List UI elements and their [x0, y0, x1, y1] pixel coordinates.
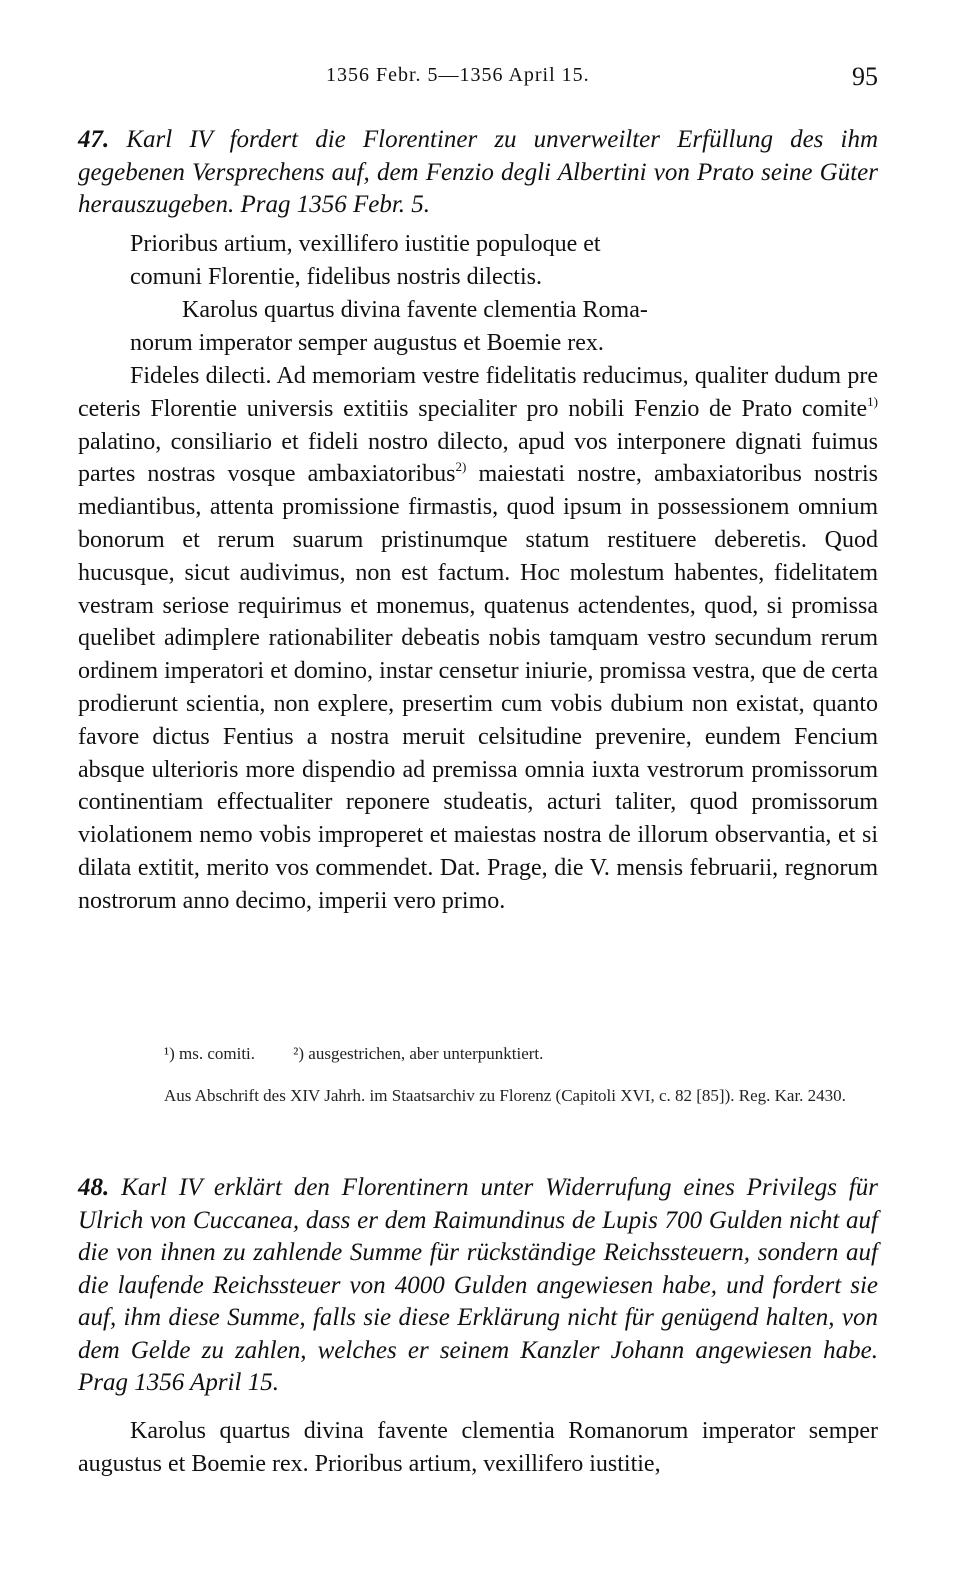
body-part-1: Fideles dilecti. Ad memoriam vestre fidelitatis reducimus, qualiter dudum pre ceteris Florentie universis extitiis specialiter pro nobili Fenzio de Prato comite	[78, 363, 878, 422]
body-part-3: maiestati nostre, ambaxiatoribus nostris mediantibus, attenta promissione firmastis, quod ipsum in possessionem omnium bonorum et rerum suarum pristinumque statum restituere deberetis. Quod hucusque, sicut audivimus, non est factum. Hoc molestum habentes, fidelitatem vestram seriose requirimus et monemus, quatenus actendentes, quod, si promissa quelibet adimplere rationabiliter debeatis nobis tamquam vestro secundum rerum ordinem imperatori et domino, instar censetur iniurie, promissa vestra, que de certa prodierunt scientia, non explere, presertim cum vobis dubium non existat, quanto favore dictus Fentius a nostra meruit celsitudine prevenire, eundem Fencium absque ulterioris more dispendio ad premissa omnia iuxta vestrorum promissorum continentiam effectualiter reponere studeatis, acturi taliter, quod promissorum violationem nemo vobis improperet et maiestas nostra de illorum observantia, et si dilata extitit, merito vos commendet. Dat. Prage, die V. mensis februarii, regnorum nostrorum anno decimo, imperii vero primo.	[78, 461, 878, 914]
page-number: 95	[852, 62, 878, 91]
document-47-body	[78, 360, 878, 918]
body-part-2: palatino, consiliario et fideli nostro dilecto, apud vos interponere dignati fuimus partes nostras vosque ambaxiatoribus	[78, 428, 878, 488]
intitulatio-line-1: Karolus quartus divina favente clementia Roma-	[182, 297, 648, 323]
footnote-marker-2: 2)	[455, 459, 467, 475]
document-47-intitulatio	[130, 294, 822, 360]
document-47-address	[130, 228, 601, 294]
document-47-heading	[78, 124, 878, 222]
address-line-2: comuni Florentie, fidelibus nostris dilectis.	[130, 264, 542, 290]
footnote-marker-1: 1)	[867, 393, 878, 409]
document-48-opening-text: Karolus quartus divina favente clementia Romanorum imperator semper augustus et Boemie rex. Prioribus artium, vexillifero iustitie,	[78, 1418, 878, 1477]
footnotes	[164, 1044, 577, 1064]
document-48-heading	[78, 1172, 878, 1400]
document-47-number: 47.	[78, 126, 110, 153]
footnote-1: ¹) ms. comiti.	[164, 1044, 256, 1063]
document-48-number: 48.	[78, 1174, 110, 1201]
running-head	[78, 64, 878, 96]
running-head-dates: 1356 Febr. 5—1356 April 15.	[326, 64, 590, 86]
document-48-summary: Karl IV erklärt den Florentinern unter Widerrufung eines Privilegs für Ulrich von Cuccanea, dass er dem Raimundinus de Lupis 700 Gulden nicht auf die von ihnen zu zahlende Summe für rückständige Reichssteuern, sondern auf die laufende Reichssteuer von 4000 Gulden angewiesen habe, und fordert sie auf, ihm diese Summe, falls sie diese Erklärung nicht für genügend halten, von dem Gelde zu zahlen, welches er seinem Kanzler Johann angewiesen habe. Prag 1356 April 15.	[78, 1174, 878, 1396]
address-line-1: Prioribus artium, vexillifero iustitie populoque et	[130, 231, 601, 257]
intitulatio-line-2: norum imperator semper augustus et Boemie rex.	[130, 330, 604, 356]
source-note: Aus Abschrift des XIV Jahrh. im Staatsarchiv zu Florenz (Capitoli XVI, c. 82 [85]). Reg. Kar. 2430.	[164, 1086, 846, 1105]
footnote-2: ²) ausgestrichen, aber unterpunktiert.	[293, 1044, 544, 1063]
document-47-summary: Karl IV fordert die Florentiner zu unverweilter Erfüllung des ihm gegebenen Versprechens auf, dem Fenzio degli Albertini von Prato seine Güter herauszugeben. Prag 1356 Febr. 5.	[78, 126, 879, 218]
document-48-opening	[78, 1415, 878, 1481]
